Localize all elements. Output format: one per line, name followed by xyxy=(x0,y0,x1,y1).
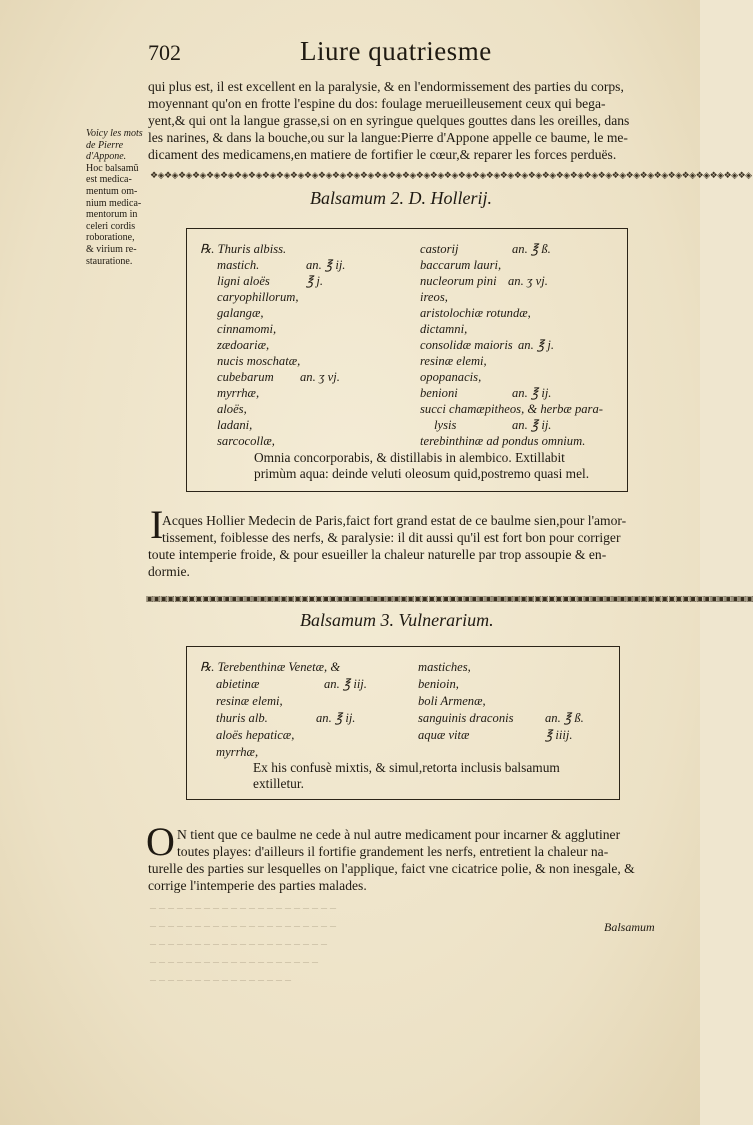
ingredient: sarcocollæ, xyxy=(217,434,275,448)
text-line: Acques Hollier Medecin de Paris,faict fort grand estat de ce baulme sien,pour l'amor- xyxy=(162,513,627,528)
margin-line: celeri cordis xyxy=(86,220,136,232)
text-line: N tient que ce baulme ne cede à nul autre medicament pour incarner & agglutiner xyxy=(177,827,621,842)
ingredient: terebinthinæ ad pondus omnium. xyxy=(420,434,586,448)
recipe-instruction: extilletur. xyxy=(253,776,304,791)
bleed-line: ‒ ‒ ‒ ‒ ‒ ‒ ‒ ‒ ‒ ‒ ‒ ‒ ‒ ‒ ‒ ‒ ‒ ‒ ‒ ‒ xyxy=(150,936,327,950)
ingredient: benioin, xyxy=(418,677,459,691)
ingredient: boli Armenæ, xyxy=(418,694,486,708)
text-line: les narines, & dans la bouche,ou sur la langue:Pierre d'Appone appelle ce baume, le me- xyxy=(148,130,628,145)
ingredient: cubebarum xyxy=(217,370,274,384)
ingredient: succi chamæpitheos, & herbæ para- xyxy=(420,402,603,416)
margin-line: Hoc balsamũ xyxy=(86,162,139,174)
ingredient: galangæ, xyxy=(217,306,264,320)
drop-cap: I xyxy=(150,502,164,547)
recipe-title: Balsamum 2. D. Hollerij. xyxy=(310,188,492,208)
running-title: Liure quatriesme xyxy=(300,36,492,66)
recipe-instruction: Omnia concorporabis, & distillabis in alembico. Extillabit xyxy=(254,450,565,465)
ingredient: opopanacis, xyxy=(420,370,482,384)
ingredient: caryophillorum, xyxy=(217,290,299,304)
ingredient: castorij xyxy=(420,242,459,256)
ingredient: myrrhæ, xyxy=(216,745,259,759)
text-line: tissement, foiblesse des nerfs, & paralysie: il dit aussi qu'il est fort bon pour corriger xyxy=(162,530,621,545)
ornament-rule: ❖◈❖◈❖◈❖◈❖◈❖◈❖◈❖◈❖◈❖◈❖◈❖◈❖◈❖◈❖◈❖◈❖◈❖◈❖◈❖◈❖◈❖◈❖◈❖◈❖◈❖◈❖◈❖◈❖◈❖◈❖◈❖◈❖◈❖◈❖◈❖◈❖◈❖◈❖◈❖◈❖◈❖◈❖◈ xyxy=(150,171,752,181)
dose: an. ℥ ij. xyxy=(512,418,552,432)
ingredient: ligni aloës xyxy=(217,274,270,288)
text-line: moyennant qu'on en frotte l'espine du dos: foulage merueilleusement ceux qui bega- xyxy=(148,96,606,111)
text-line: dicament des medicamens,en matiere de fortifier le cœur,& reparer les forces perduës. xyxy=(148,147,617,162)
ingredient: abietinæ xyxy=(216,677,260,691)
ingredient: aloës, xyxy=(217,402,247,416)
recipe-instruction: Ex his confusè mixtis, & simul,retorta inclusis balsamum xyxy=(253,760,560,775)
ingredient: baccarum lauri, xyxy=(420,258,502,272)
ingredient: nucleorum pini xyxy=(420,274,497,288)
ingredient: mastich. xyxy=(217,258,260,272)
dose: an. ℥ ß. xyxy=(545,711,584,725)
margin-line: Voicy les mots xyxy=(86,128,143,139)
margin-line: mentorum in xyxy=(86,209,138,221)
dose: an. ℥ ij. xyxy=(306,258,346,272)
ornament-rule: ▣▣▣▣▣▣▣▣▣▣▣▣▣▣▣▣▣▣▣▣▣▣▣▣▣▣▣▣▣▣▣▣▣▣▣▣▣▣▣▣▣▣▣▣▣▣▣▣▣▣▣▣▣▣▣▣▣▣▣▣▣▣▣▣▣▣▣▣▣▣▣▣▣▣▣▣▣▣▣▣▣▣▣▣▣▣ xyxy=(146,594,753,603)
margin-line: est medica- xyxy=(86,174,132,186)
margin-line: mentum om- xyxy=(86,185,138,197)
ingredient: ℞. Terebenthinæ Venetæ, & xyxy=(200,660,341,674)
ingredient: sanguinis draconis xyxy=(418,711,514,725)
dose: an. ʒ vj. xyxy=(300,370,340,384)
text-line: toutes playes: d'ailleurs il fortifie grandement les nerfs, entretient la chaleur na- xyxy=(177,844,609,859)
text-line: qui plus est, il est excellent en la paralysie, & en l'endormissement des parties du corps, xyxy=(148,79,624,94)
margin-line: & virium re- xyxy=(86,243,137,255)
margin-line: de Pierre xyxy=(86,139,124,151)
bleed-line: ‒ ‒ ‒ ‒ ‒ ‒ ‒ ‒ ‒ ‒ ‒ ‒ ‒ ‒ ‒ ‒ ‒ ‒ ‒ xyxy=(150,954,318,968)
margin-line: d'Appone. xyxy=(86,151,127,163)
text-line: corrige l'intemperie des parties malades. xyxy=(148,878,367,893)
drop-cap: O xyxy=(146,819,175,864)
margin-line: stauratione. xyxy=(86,255,133,267)
ingredient: ℞. Thuris albiss. xyxy=(200,242,287,256)
ingredient: resinæ elemi, xyxy=(216,694,283,708)
ingredient: myrrhæ, xyxy=(217,386,260,400)
ingredient: ireos, xyxy=(420,290,448,304)
ingredient: nucis moschatæ, xyxy=(217,354,301,368)
dose: an. ℥ j. xyxy=(518,338,554,352)
recipe-title: Balsamum 3. Vulnerarium. xyxy=(300,610,494,630)
ingredient: aquæ vitæ xyxy=(418,728,470,742)
catchword: Balsamum xyxy=(604,920,655,934)
bleed-line: ‒ ‒ ‒ ‒ ‒ ‒ ‒ ‒ ‒ ‒ ‒ ‒ ‒ ‒ ‒ ‒ xyxy=(150,972,291,986)
ingredient: mastiches, xyxy=(418,660,471,674)
ingredient: dictamni, xyxy=(420,322,468,336)
bleed-line: ‒ ‒ ‒ ‒ ‒ ‒ ‒ ‒ ‒ ‒ ‒ ‒ ‒ ‒ ‒ ‒ ‒ ‒ ‒ ‒ ‒ xyxy=(150,918,336,932)
ingredient: cinnamomi, xyxy=(217,322,277,336)
recipe-instruction: primùm aqua: deinde veluti oleosum quid,postremo quasi mel. xyxy=(254,466,590,481)
ingredient: lysis xyxy=(434,418,457,432)
ingredient: benioni xyxy=(420,386,458,400)
margin-note xyxy=(86,128,148,267)
ingredient: ladani, xyxy=(217,418,253,432)
text-line: yent,& qui ont la langue grasse,si on en syringue quelques gouttes dans les oreilles, dans xyxy=(148,113,630,128)
ingredient: resinæ elemi, xyxy=(420,354,487,368)
text-line: turelle des parties sur lesquelles on l'applique, faict vne cicatrice polie, & non inesgale, & xyxy=(148,861,635,876)
text-line: dormie. xyxy=(148,564,190,579)
dose: ℥ j. xyxy=(306,274,324,288)
ingredient: aloës hepaticæ, xyxy=(216,728,295,742)
margin-line: roboratione, xyxy=(86,232,135,244)
dose: ℥ iiij. xyxy=(545,728,573,742)
dose: an. ℥ ij. xyxy=(512,386,552,400)
ingredient: thuris alb. xyxy=(216,711,268,725)
margin-line: nium medica- xyxy=(86,197,142,209)
dose: an. ℥ ij. xyxy=(316,711,356,725)
bleed-line: ‒ ‒ ‒ ‒ ‒ ‒ ‒ ‒ ‒ ‒ ‒ ‒ ‒ ‒ ‒ ‒ ‒ ‒ ‒ ‒ ‒ xyxy=(150,900,336,914)
dose: an. ʒ vj. xyxy=(508,274,548,288)
dose: an. ℥ ß. xyxy=(512,242,551,256)
ingredient: aristolochiæ rotundæ, xyxy=(420,306,531,320)
dose: an. ℥ iij. xyxy=(324,677,367,691)
text-line: toute intemperie froide, & pour esueiller la chaleur naturelle par trop assoupie & en- xyxy=(148,547,607,562)
page-number: 702 xyxy=(148,40,181,65)
ingredient: zædoariæ, xyxy=(217,338,270,352)
ingredient: consolidæ maioris xyxy=(420,338,513,352)
